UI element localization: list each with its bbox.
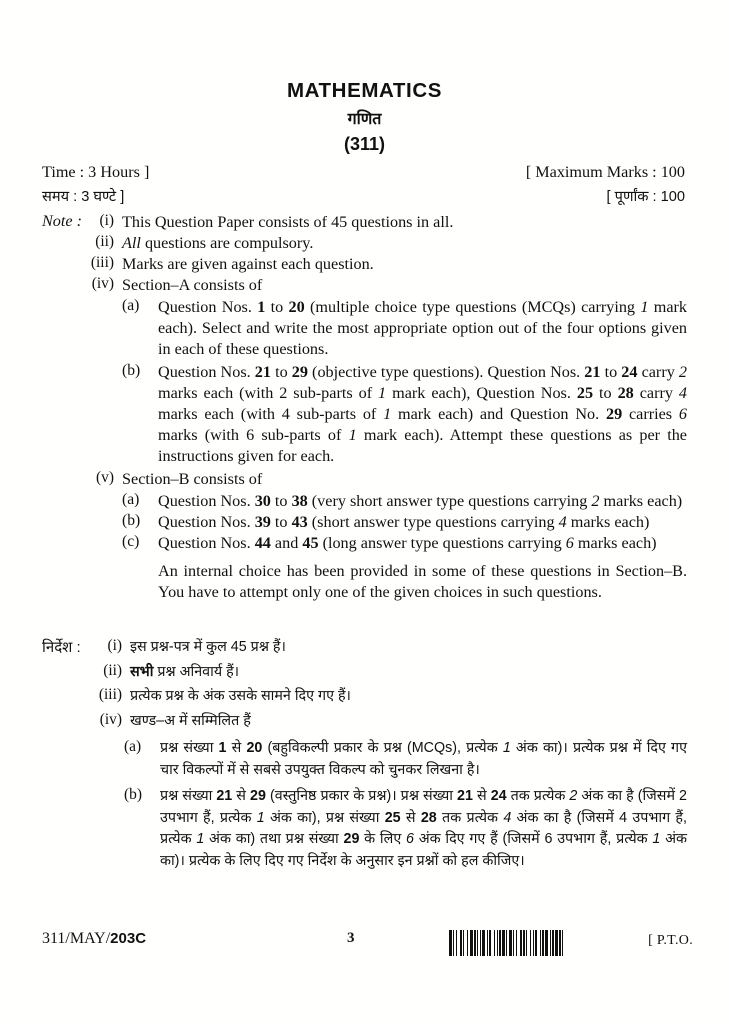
english-instructions xyxy=(42,212,687,603)
page-number: 3 xyxy=(347,930,355,946)
page-footer xyxy=(42,930,693,958)
list-item xyxy=(78,686,687,708)
page-title-hindi: गणित xyxy=(347,111,382,128)
list-item xyxy=(122,362,687,467)
item-text: सभी प्रश्न अनिवार्य हैं। xyxy=(130,663,240,680)
course-code: (311) xyxy=(343,134,386,154)
meta-row-hindi xyxy=(42,186,685,206)
internal-choice-note: An internal choice has been provided in some of these questions in Section–B. You have to attempt only one of the given choices in such questions. xyxy=(158,562,687,601)
item-text: Marks are given against each question. xyxy=(122,255,374,273)
item-number: (v) xyxy=(96,469,114,486)
section-b-list xyxy=(122,491,687,554)
item-number: (i) xyxy=(99,212,114,229)
list-item xyxy=(124,738,687,781)
time-allowed-hindi: समय : 3 घण्टे ] xyxy=(42,189,125,205)
item-text: Question Nos. 21 to 29 (objective type questions). Question Nos. 21 to 24 carry 2 marks each (with 2 sub-parts of 1 mark each), Question Nos. 25 to 28 carry 4 marks each (with 4 sub-parts of 1 mark each) and Question No. 29 carries 6 marks (with 6 sub-parts of 1 mark each). Attempt these questions as per the instructions given for each. xyxy=(158,363,688,465)
list-item xyxy=(124,786,687,872)
paper-code xyxy=(42,930,146,948)
time-allowed-english: Time : 3 Hours ] xyxy=(42,163,150,181)
section-a-list xyxy=(122,297,687,467)
meta-row-english xyxy=(42,163,685,182)
item-text: Section–B consists of xyxy=(122,470,263,488)
item-number: (iii) xyxy=(90,254,114,271)
paper-code-prefix: 311/MAY/ xyxy=(42,930,111,947)
list-item xyxy=(78,637,687,659)
list-item xyxy=(78,254,687,275)
item-text: This Question Paper consists of 45 questions in all. xyxy=(122,213,454,231)
item-text: Question Nos. 30 to 38 (very short answer type questions carrying 2 marks each) xyxy=(158,492,683,510)
item-text: All questions are compulsory. xyxy=(122,234,314,252)
item-letter: (c) xyxy=(122,533,140,550)
item-letter: (a) xyxy=(124,738,142,755)
list-item xyxy=(78,662,687,684)
item-text: Question Nos. 1 to 20 (multiple choice type questions (MCQs) carrying 1 mark each). Select and write the most appropriate option out of the four options given in each of these questions. xyxy=(158,298,687,358)
item-number: (iv) xyxy=(91,275,114,292)
item-letter: (a) xyxy=(122,491,140,508)
english-roman-list xyxy=(78,212,687,603)
item-letter: (b) xyxy=(124,786,142,803)
item-letter: (b) xyxy=(122,362,141,379)
page-title: MATHEMATICS xyxy=(286,79,442,102)
item-text: Section–A consists of xyxy=(122,276,263,294)
item-number: (ii) xyxy=(103,661,122,679)
item-number: (iv) xyxy=(99,710,122,728)
item-letter: (b) xyxy=(122,512,141,529)
list-item xyxy=(122,491,687,512)
list-item xyxy=(78,212,687,233)
list-item xyxy=(122,297,687,360)
hindi-section-a-list xyxy=(124,738,687,872)
item-text: इस प्रश्न-पत्र में कुल 45 प्रश्न हैं। xyxy=(130,639,286,655)
hindi-roman-list xyxy=(78,637,687,872)
barcode xyxy=(449,930,601,956)
item-text: प्रश्न संख्या 1 से 20 (बहुविकल्पी प्रकार के प्रश्न (MCQs), प्रत्येक 1 अंक का)। प्रत्येक प्रश्न में दिए गए चार विकल्पों में से सबसे उपयुक्त विकल्प को चुनकर लिखना है। xyxy=(160,740,687,778)
item-number: (ii) xyxy=(95,233,114,250)
pto-label: [ P.T.O. xyxy=(648,933,693,948)
list-item xyxy=(122,533,687,554)
item-text: Question Nos. 44 and 45 (long answer type questions carrying 6 marks each) xyxy=(158,534,657,552)
item-text: प्रत्येक प्रश्न के अंक उसके सामने दिए गए हैं। xyxy=(130,688,351,704)
list-item xyxy=(122,512,687,533)
item-text: प्रश्न संख्या 21 से 29 (वस्तुनिष्ठ प्रकार के प्रश्न)। प्रश्न संख्या 21 से 24 तक प्रत्येक 2 अंक का है (जिसमें 2 उपभाग हैं, प्रत्येक 1 अंक का), प्रश्न संख्या 25 से 28 तक प्रत्येक 4 अंक का है (जिसमें 4 उपभाग हैं, प्रत्येक 1 अंक का) तथा प्रश्न संख्या 29 के लिए 6 अंक दिए गए हैं (जिसमें 6 उपभाग हैं, प्रत्येक 1 अंक का)। प्रत्येक के लिए दिए गए निर्देश के अनुसार इन प्रश्नों को हल कीजिए। xyxy=(160,788,688,869)
item-letter: (a) xyxy=(122,297,140,314)
maximum-marks-hindi: [ पूर्णांक : 100 xyxy=(606,189,685,205)
item-number: (iii) xyxy=(98,686,122,703)
note-label-hindi: निर्देश : xyxy=(42,639,81,656)
hindi-instructions xyxy=(42,637,687,872)
note-label-english: Note : xyxy=(42,212,83,230)
list-item xyxy=(78,469,687,603)
list-item xyxy=(78,275,687,467)
item-number: (i) xyxy=(107,637,122,654)
list-item xyxy=(78,711,687,873)
maximum-marks-english: [ Maximum Marks : 100 xyxy=(525,163,685,181)
paper-code-suffix: 203C xyxy=(110,930,147,947)
list-item xyxy=(78,233,687,254)
item-text: खण्ड–अ में सम्मिलित हैं xyxy=(130,712,251,729)
item-text: Question Nos. 39 to 43 (short answer type questions carrying 4 marks each) xyxy=(158,513,650,531)
